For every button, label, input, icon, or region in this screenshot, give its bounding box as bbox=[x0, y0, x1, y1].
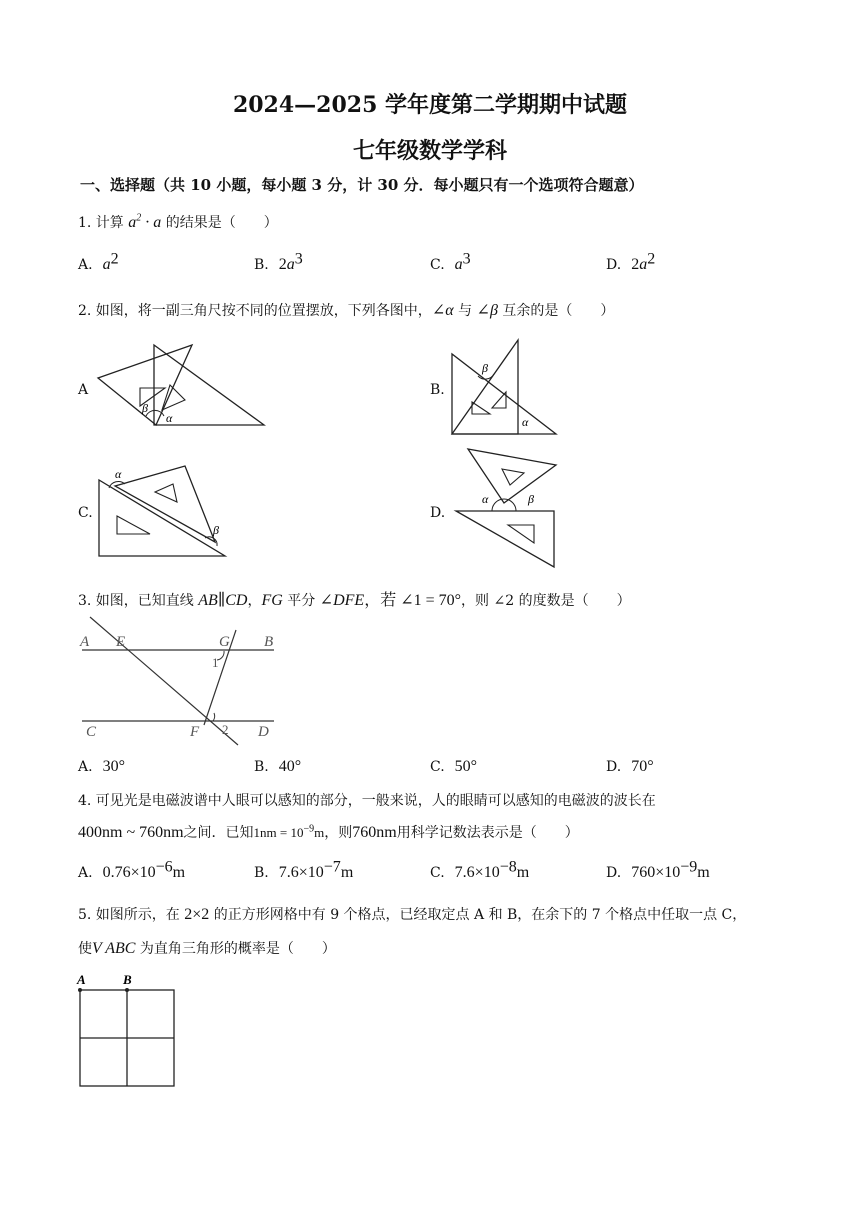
q3-angle-dfe: ∠DFE bbox=[319, 592, 365, 609]
q3-parallel-lines: AB∥CD bbox=[198, 592, 248, 609]
q2c-beta-label: β bbox=[213, 523, 219, 537]
q1-option-c[interactable]: C. $a^3$ bbox=[430, 250, 471, 273]
q1-suffix: 的结果是（ ） bbox=[165, 215, 278, 231]
question-1 bbox=[78, 212, 278, 232]
q4-option-a[interactable]: A. $0.76\times 10^{-6}m$ bbox=[78, 858, 186, 881]
q1-option-d[interactable]: D. $2a^2$ bbox=[606, 250, 656, 273]
q2-option-b-label[interactable]: B. bbox=[430, 382, 445, 398]
q4-option-c[interactable]: C. $7.6\times 10^{-8}m$ bbox=[430, 858, 530, 881]
q3-point-g: G bbox=[219, 634, 230, 650]
q5-triangle: V ABC bbox=[92, 940, 136, 957]
question-4-line2: 400nm ~ 760nm之间．已知$1nm = 10^{-9}m$，则760nm用科学记数法表示是（ ） bbox=[78, 823, 579, 841]
question-4-line1: 4. 可见光是电磁波谱中人眼可以感知的部分，一般来说，人的眼睛可以感知的电磁波的波长在 bbox=[78, 793, 656, 809]
q2b-beta-label: β bbox=[482, 361, 488, 375]
q3-angle-1: 1 bbox=[212, 655, 219, 670]
q1-prefix: 1. 计算 bbox=[78, 215, 124, 231]
q5-grid-figure bbox=[74, 970, 184, 1092]
angle-alpha: ∠α bbox=[431, 302, 454, 319]
q4-target: 760nm bbox=[352, 824, 397, 841]
exam-title: 2024—2025 学年度第二学期期中试题 bbox=[232, 92, 628, 118]
q1-option-b[interactable]: B. $2a^3$ bbox=[254, 250, 303, 273]
angle-beta: ∠β bbox=[476, 302, 498, 319]
q5-point-a: A bbox=[77, 972, 86, 987]
q2-option-d-label[interactable]: D. bbox=[430, 505, 446, 521]
q3-point-b: B bbox=[264, 634, 274, 650]
q3-option-a[interactable]: A. 30° bbox=[78, 758, 125, 775]
q3-point-a: A bbox=[80, 634, 90, 650]
q2a-alpha-label: α bbox=[166, 411, 173, 425]
q4-range: 400nm ~ 760nm bbox=[78, 824, 184, 841]
q1-expression: $a^2 \cdot a$ bbox=[128, 212, 162, 231]
q4-option-d[interactable]: D. $760\times 10^{-9}m$ bbox=[606, 858, 710, 881]
q2-figure-d bbox=[452, 445, 562, 570]
q2a-beta-label: β bbox=[142, 401, 148, 415]
q3-point-e: E bbox=[116, 634, 126, 650]
q3-angle-2: 2 bbox=[222, 722, 229, 737]
q3-point-f: F bbox=[190, 724, 200, 740]
q2c-alpha-label: α bbox=[115, 467, 122, 481]
q2-option-c-label[interactable]: C. bbox=[78, 505, 93, 521]
q2d-beta-label: β bbox=[528, 492, 534, 506]
q3-point-d: D bbox=[258, 724, 269, 740]
section-heading: 一、选择题（共 10 小题，每小题 3 分，计 30 分．每小题只有一个选项符合题意） bbox=[80, 176, 644, 194]
q2b-alpha-label: α bbox=[522, 415, 529, 429]
q3-figure bbox=[78, 615, 278, 745]
question-3: 3. 如图，已知直线 AB∥CD，FG 平分 ∠DFE，若 ∠1 = 70°，则 ∠2 的度数是（ ） bbox=[78, 592, 631, 609]
q2-figure-b bbox=[448, 338, 563, 438]
question-2: 2. 如图，将一副三角尺按不同的位置摆放，下列各图中，∠α 与 ∠β 互余的是（ ） bbox=[78, 302, 615, 319]
exam-subtitle: 七年级数学学科 bbox=[352, 138, 507, 164]
q3-point-c: C bbox=[86, 724, 97, 740]
question-5-line2: 使V ABC 为直角三角形的概率是（ ） bbox=[78, 940, 336, 957]
q2-figure-c bbox=[95, 462, 235, 562]
q3-option-b[interactable]: B. 40° bbox=[254, 758, 302, 775]
q5-point-b: B bbox=[123, 972, 132, 987]
q2-option-a-label[interactable]: A bbox=[78, 382, 89, 398]
question-5-line1: 5. 如图所示，在 2×2 的正方形网格中有 9 个格点，已经取定点 A 和 B，在余下的 7 个格点中任取一点 C， bbox=[78, 906, 747, 923]
q3-option-c[interactable]: C. 50° bbox=[430, 758, 478, 775]
q4-option-b[interactable]: B. $7.6\times 10^{-7}m$ bbox=[254, 858, 354, 881]
q5-grid-size: 2×2 bbox=[184, 906, 210, 923]
q3-fg: FG bbox=[261, 592, 283, 609]
q1-option-a[interactable]: A. $a^2$ bbox=[78, 250, 119, 273]
q4-unit-def: $1nm = 10^{-9}m$ bbox=[253, 823, 325, 840]
q2-figure-a bbox=[90, 340, 270, 435]
q2d-alpha-label: α bbox=[482, 492, 489, 506]
q3-option-d[interactable]: D. 70° bbox=[606, 758, 654, 775]
